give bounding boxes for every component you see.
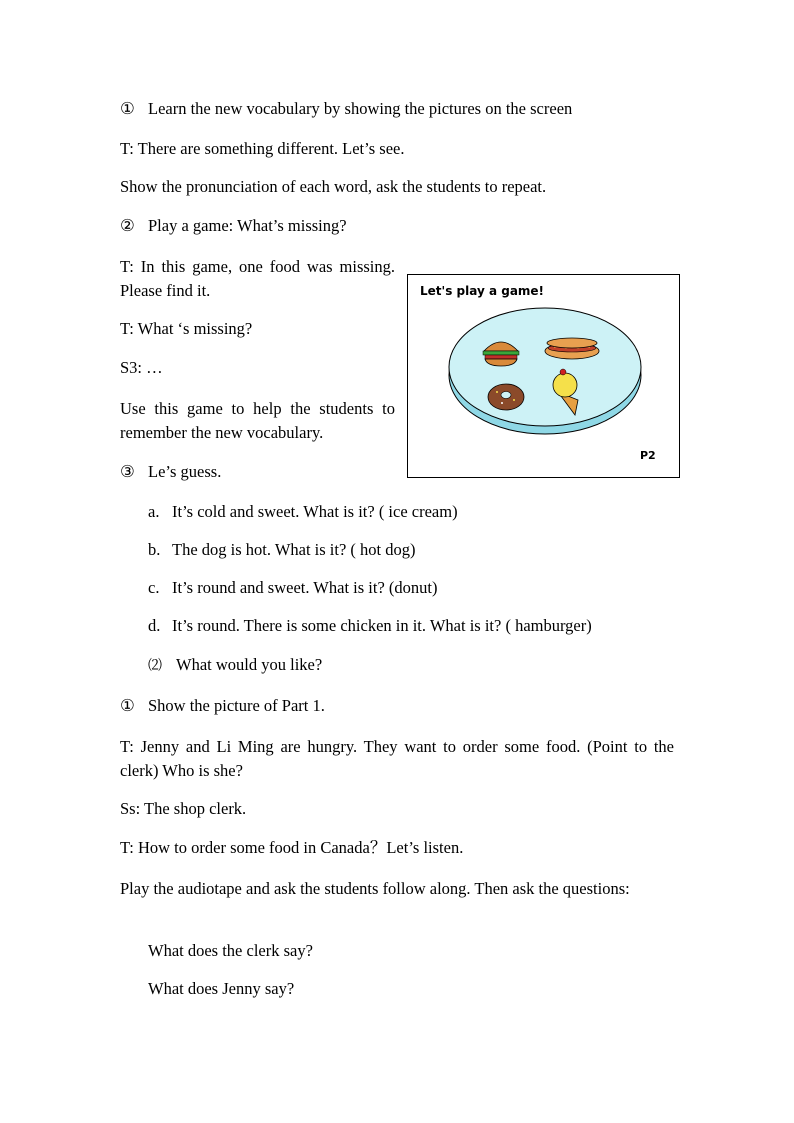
step-number: ① — [120, 99, 135, 118]
teacher-hungry-paragraph: T: Jenny and Li Ming are hungry. They want to order some food. (Point to the clerk) Who is she? — [120, 737, 674, 780]
step-number: ② — [120, 216, 135, 235]
instruction-line: Show the pronunciation of each word, ask the students to repeat. — [120, 177, 547, 196]
step-3-line — [120, 462, 221, 482]
slide-page-number: P2 — [640, 449, 656, 462]
step-text: Le’s guess. — [148, 462, 222, 481]
guess-item — [148, 540, 416, 560]
section-2-heading — [148, 655, 322, 677]
guess-letter: b. — [148, 540, 161, 559]
guess-item — [148, 502, 458, 522]
question-line: What does the clerk say? — [148, 941, 313, 960]
step-text: Learn the new vocabulary by showing the pictures on the screen — [148, 99, 573, 118]
step-1b-line — [120, 696, 325, 716]
game-instruction-paragraph: T: In this game, one food was missing. Please find it. — [120, 257, 395, 300]
section-number: ⑵ — [148, 659, 162, 674]
guess-text: It’s cold and sweet. What is it? ( ice cream) — [172, 502, 458, 521]
step-text: Play a game: What’s missing? — [148, 216, 347, 235]
section-title: What would you like? — [176, 655, 323, 674]
guess-text: The dog is hot. What is it? ( hot dog) — [172, 540, 416, 559]
game-slide-picture — [407, 274, 680, 478]
step-number: ③ — [120, 462, 135, 481]
guess-text: It’s round and sweet. What is it? (donut) — [172, 578, 438, 597]
step-number: ① — [120, 696, 135, 715]
step-1-line — [120, 99, 572, 119]
teacher-question-line: T: What ‘s missing? — [120, 319, 253, 338]
hot-dog-icon — [545, 338, 599, 359]
guess-letter: a. — [148, 502, 160, 521]
guess-letter: d. — [148, 616, 161, 635]
step-2-line — [120, 216, 347, 236]
plate — [449, 308, 641, 426]
students-answer-line: Ss: The shop clerk. — [120, 799, 247, 818]
teacher-order-line: T: How to order some food in Canada？Let’s listen. — [120, 838, 464, 857]
step-text: Show the picture of Part 1. — [148, 696, 325, 715]
guess-letter: c. — [148, 578, 160, 597]
slide-title: Let's play a game! — [420, 284, 545, 298]
donut-icon — [488, 384, 524, 410]
student-answer-line: S3: … — [120, 358, 163, 377]
guess-item — [148, 616, 592, 636]
teacher-line: T: There are something different. Let’s see. — [120, 139, 405, 158]
guess-item — [148, 578, 437, 598]
audiotape-paragraph: Play the audiotape and ask the students follow along. Then ask the questions: — [120, 879, 630, 898]
game-purpose-paragraph: Use this game to help the students to remember the new vocabulary. — [120, 399, 395, 442]
guess-text: It’s round. There is some chicken in it. What is it? ( hamburger) — [172, 616, 592, 635]
question-line: What does Jenny say? — [148, 979, 295, 998]
